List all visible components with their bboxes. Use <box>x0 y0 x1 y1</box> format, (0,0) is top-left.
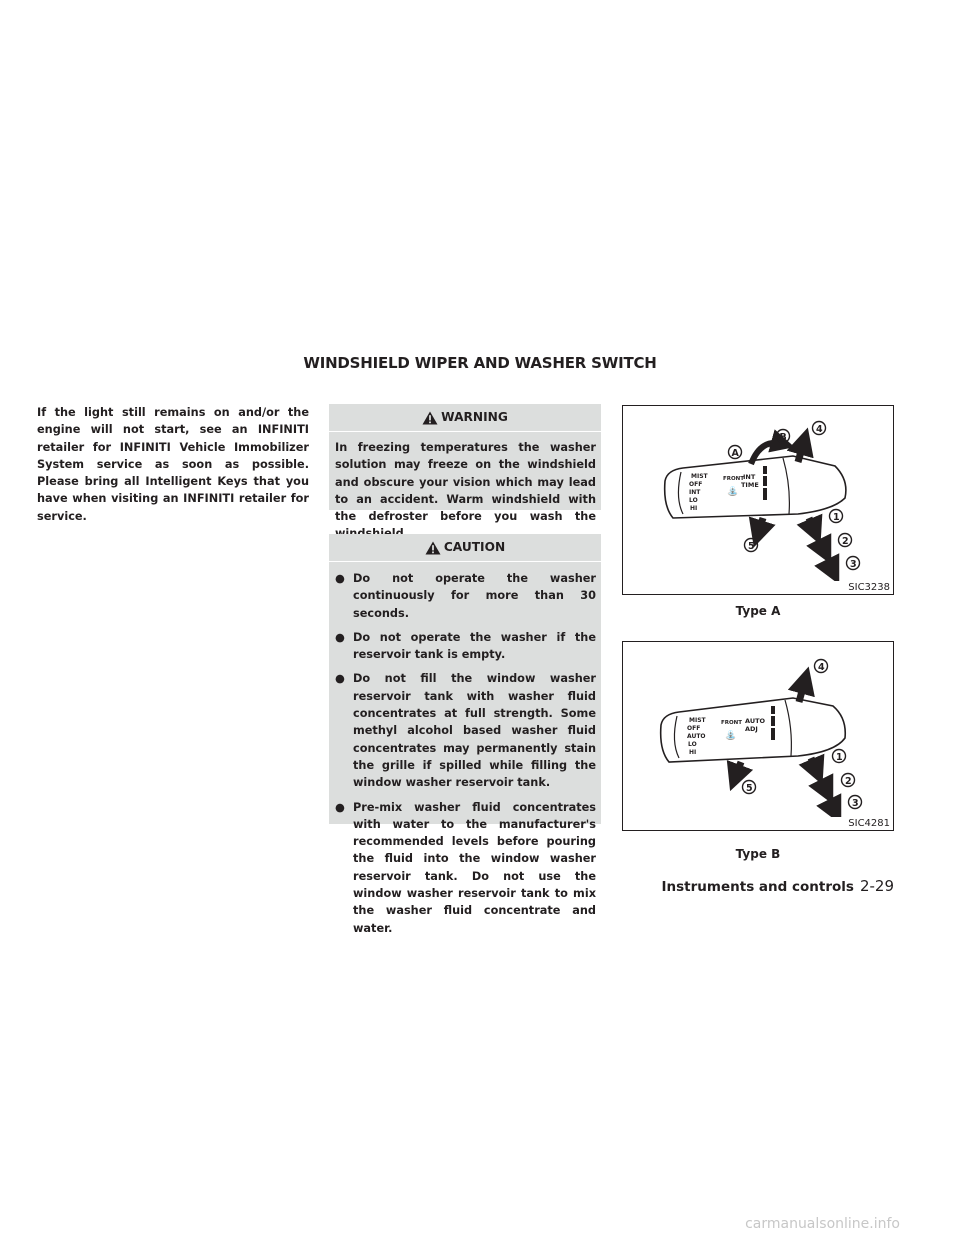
caution-triangle-icon <box>425 541 441 555</box>
figure-code: SIC4281 <box>848 818 890 829</box>
switch-label: INT <box>689 489 701 496</box>
mode-label: TIME <box>741 481 759 489</box>
figure-code: SIC3238 <box>848 582 890 593</box>
figure-type-a <box>622 405 894 595</box>
callout-a <box>729 446 742 460</box>
svg-text:5: 5 <box>748 541 755 552</box>
svg-text:3: 3 <box>852 798 859 809</box>
switch-label: MIST <box>689 717 706 724</box>
bullet-icon: ● <box>335 630 345 644</box>
footer-section: Instruments and controls <box>661 879 854 895</box>
caution-box <box>329 534 601 935</box>
mode-label: INT <box>743 473 756 481</box>
caution-item: ● Do not operate the washer continuously for more than 30 seconds. <box>335 572 596 620</box>
caution-item: ● Do not operate the washer if the reservoir tank is empty. <box>335 630 596 662</box>
figure-caption: Type A <box>735 604 781 618</box>
callout-3 <box>847 557 860 571</box>
callout-4 <box>813 422 826 436</box>
front-label: FRONT <box>721 720 743 726</box>
svg-text:4: 4 <box>816 424 823 435</box>
switch-label: HI <box>689 749 697 756</box>
warning-triangle-icon <box>422 411 438 425</box>
caution-header <box>329 534 601 562</box>
washer-icon: ⛲ <box>725 731 737 741</box>
section-title: WINDSHIELD WIPER AND WASHER SWITCH <box>303 354 657 372</box>
switch-label: OFF <box>689 481 703 488</box>
caution-item: ● Do not fill the window washer reservoir tank with washer fluid concentrates at full strength. Some methyl alcohol based washer fluid concentrates may permanently stain the grille if spilled while filling the window washer reservoir tank. <box>335 672 596 790</box>
svg-text:2: 2 <box>845 776 852 787</box>
warning-heading: WARNING <box>441 409 508 424</box>
switch-label: MIST <box>691 473 708 480</box>
svg-text:4: 4 <box>818 662 825 673</box>
switch-label: HI <box>690 505 698 512</box>
figure-caption: Type B <box>735 847 781 861</box>
watermark: carmanualsonline.info <box>745 1216 900 1232</box>
callout-2 <box>842 774 855 788</box>
caution-heading: CAUTION <box>443 539 506 554</box>
mode-label: ADJ <box>745 725 758 733</box>
callout-5 <box>745 539 758 553</box>
callout-3 <box>849 796 862 810</box>
warning-box <box>329 404 601 524</box>
svg-text:5: 5 <box>746 783 753 794</box>
callout-5 <box>743 781 756 795</box>
page-footer <box>0 876 894 895</box>
page-number: 2-29 <box>859 877 894 895</box>
intro-paragraph: If the light still remains on and/or the engine will not start, see an INFINITI retailer for INFINITI Vehicle Immobilizer System service as soon as possible. Please bring all Intelligent Keys that you have when visiting an INFINITI retailer for service. <box>37 406 309 523</box>
bullet-icon: ● <box>335 672 345 686</box>
switch-label: AUTO <box>687 733 706 740</box>
front-label: FRONT <box>723 476 745 482</box>
bullet-icon: ● <box>335 572 345 585</box>
warning-text: In freezing temperatures the washer solution may freeze on the windshield and obscure your vision which may lead to an accident. Warm windshield with the defroster before you wash the <box>335 441 596 524</box>
callout-4 <box>815 660 828 674</box>
warning-header <box>329 404 601 432</box>
figure-type-b <box>622 641 894 831</box>
bullet-icon: ● <box>335 800 345 814</box>
callout-1 <box>830 510 843 524</box>
caution-item: ● Pre-mix washer fluid concentrates with water to the manufacturer's recommended levels before pouring the fluid into the window washer reservoir tank. Do not use the window washer reservoir tank to mix the washer fluid concentrate and water. <box>335 800 596 935</box>
callout-b <box>777 430 790 444</box>
switch-label: LO <box>689 497 698 504</box>
callout-2 <box>839 534 852 548</box>
svg-text:B: B <box>779 432 787 443</box>
wiper-switch-type-b-illustration <box>623 642 893 817</box>
svg-text:3: 3 <box>850 559 857 570</box>
mode-label: AUTO <box>745 717 766 725</box>
wiper-switch-type-a-illustration <box>623 406 893 581</box>
svg-text:A: A <box>731 448 739 459</box>
svg-text:2: 2 <box>842 536 849 547</box>
svg-text:1: 1 <box>836 752 843 763</box>
callout-1 <box>833 750 846 764</box>
switch-label: LO <box>688 741 697 748</box>
svg-text:1: 1 <box>833 512 840 523</box>
switch-label: OFF <box>687 725 701 732</box>
washer-icon: ⛲ <box>727 487 739 497</box>
